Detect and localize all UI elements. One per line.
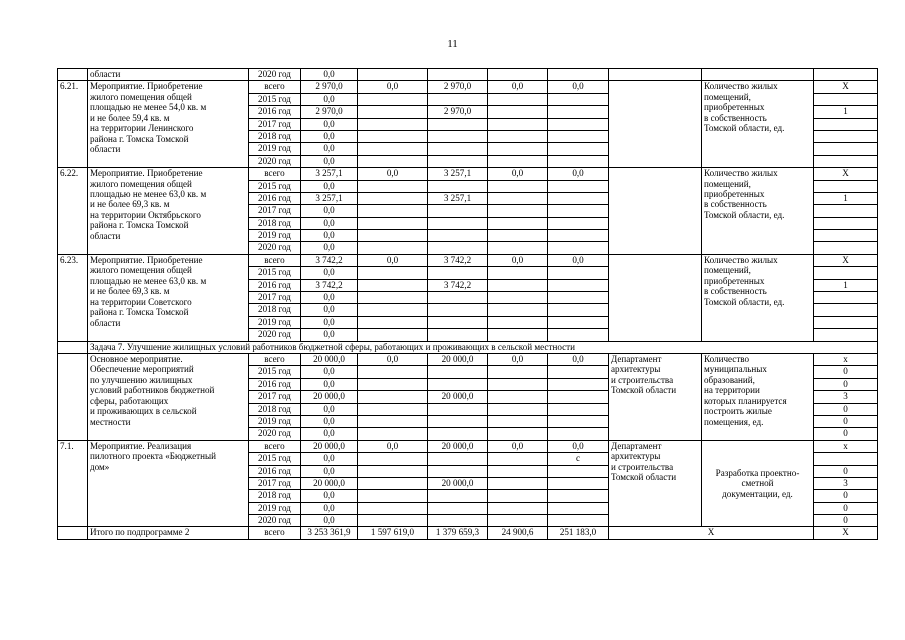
reg-cell xyxy=(428,502,488,514)
fed-cell xyxy=(358,316,428,328)
fed-cell xyxy=(358,267,428,279)
reg-cell xyxy=(428,378,488,390)
executor-cell xyxy=(609,81,702,168)
reg-cell xyxy=(428,428,488,440)
loc-cell xyxy=(488,155,548,167)
ext-cell: с xyxy=(548,453,609,465)
ext-cell xyxy=(548,267,609,279)
reg-cell: 1 379 659,3 xyxy=(428,527,488,539)
year-cell: 2019 год xyxy=(249,143,301,155)
loc-cell xyxy=(488,180,548,192)
num-cell xyxy=(58,353,88,440)
total-cell: 0,0 xyxy=(301,69,358,81)
fed-cell: 0,0 xyxy=(358,81,428,93)
year-cell: 2018 год xyxy=(249,403,301,415)
indicator-value-cell xyxy=(814,130,878,142)
reg-cell xyxy=(428,329,488,341)
fed-cell xyxy=(358,329,428,341)
executor-cell xyxy=(609,254,702,341)
reg-cell xyxy=(428,453,488,465)
fed-cell xyxy=(358,192,428,204)
reg-cell: 3 742,2 xyxy=(428,279,488,291)
loc-cell xyxy=(488,391,548,403)
reg-cell xyxy=(428,155,488,167)
reg-cell: 20 000,0 xyxy=(428,477,488,489)
reg-cell xyxy=(428,366,488,378)
table-row xyxy=(58,168,878,180)
indicator-value-cell: х xyxy=(814,353,878,365)
num-cell: 6.22. xyxy=(58,168,88,255)
indicator-value-cell: 1 xyxy=(814,279,878,291)
fed-cell xyxy=(358,93,428,105)
reg-cell: 20 000,0 xyxy=(428,353,488,365)
total-cell: 3 742,2 xyxy=(301,254,358,266)
indicator-value-cell: 1 xyxy=(814,106,878,118)
fed-cell xyxy=(358,130,428,142)
loc-cell xyxy=(488,378,548,390)
loc-cell xyxy=(488,279,548,291)
indicator-value-cell xyxy=(814,292,878,304)
indicator-value-cell xyxy=(814,205,878,217)
ext-cell xyxy=(548,93,609,105)
indicator-cell: Количество жилых помещений, приобретенных в собственность Томской области, ед. xyxy=(702,254,814,341)
year-cell: 2017 год xyxy=(249,292,301,304)
fed-cell xyxy=(358,279,428,291)
ext-cell xyxy=(548,143,609,155)
ext-cell: 0,0 xyxy=(548,168,609,180)
total-cell: 0,0 xyxy=(301,366,358,378)
total-cell: 0,0 xyxy=(301,428,358,440)
fed-cell xyxy=(358,378,428,390)
indicator-value-cell xyxy=(814,453,878,465)
indicator-value-cell xyxy=(814,242,878,254)
ext-cell xyxy=(548,106,609,118)
empty-cell xyxy=(358,69,428,81)
total-cell: 20 000,0 xyxy=(301,477,358,489)
reg-cell xyxy=(428,465,488,477)
ext-cell xyxy=(548,403,609,415)
fed-cell xyxy=(358,205,428,217)
reg-cell xyxy=(428,267,488,279)
fed-cell xyxy=(358,366,428,378)
total-cell: 3 742,2 xyxy=(301,279,358,291)
title-cell: Мероприятие. Приобретение жилого помещения общей площадью не менее 63,0 кв. м и не более 69,3 кв. м на территории Октябрьского района г. Томска Томской области xyxy=(88,168,249,255)
year-cell: 2019 год xyxy=(249,316,301,328)
title-cell: Мероприятие. Приобретение жилого помещения общей площадью не менее 63,0 кв. м и не более 69,3 кв. м на территории Советского района г. Томска Томской области xyxy=(88,254,249,341)
fed-cell xyxy=(358,403,428,415)
table-row xyxy=(58,254,878,266)
indicator-x: Х xyxy=(814,527,878,539)
ext-cell xyxy=(548,279,609,291)
ext-cell xyxy=(548,155,609,167)
indicator-value-cell: 0 xyxy=(814,403,878,415)
fed-cell xyxy=(358,465,428,477)
num-cell: 6.23. xyxy=(58,254,88,341)
year-cell: 2015 год xyxy=(249,180,301,192)
loc-cell xyxy=(488,329,548,341)
total-cell: 2 970,0 xyxy=(301,106,358,118)
ext-cell xyxy=(548,515,609,527)
fed-cell xyxy=(358,428,428,440)
table-row xyxy=(58,440,878,452)
fed-cell: 0,0 xyxy=(358,254,428,266)
indicator-value-cell: 0 xyxy=(814,490,878,502)
year-cell: 2016 год xyxy=(249,279,301,291)
reg-cell xyxy=(428,304,488,316)
indicator-value-cell: 0 xyxy=(814,502,878,514)
executor-cell: Департамент архитектуры и строительства Томской области xyxy=(609,440,702,527)
total-cell: 0,0 xyxy=(301,180,358,192)
executor-cell: Департамент архитектуры и строительства Томской области xyxy=(609,353,702,440)
ext-cell: 0,0 xyxy=(548,81,609,93)
year-cell: 2017 год xyxy=(249,391,301,403)
loc-cell xyxy=(488,267,548,279)
loc-cell xyxy=(488,403,548,415)
total-cell: 0,0 xyxy=(301,230,358,242)
indicator-value-cell: Х xyxy=(814,254,878,266)
ext-cell xyxy=(548,329,609,341)
reg-cell xyxy=(428,230,488,242)
indicator-value-cell: 0 xyxy=(814,366,878,378)
table-row xyxy=(58,353,878,365)
title-cell: Основное мероприятие. Обеспечение мероприятий по улучшению жилищных условий работников бюджетной сферы, работающих и проживающих в сельской местности xyxy=(88,353,249,440)
empty-cell xyxy=(428,69,488,81)
year-cell: 2016 год xyxy=(249,192,301,204)
indicator-value-cell xyxy=(814,304,878,316)
total-cell: 3 257,1 xyxy=(301,192,358,204)
ext-cell xyxy=(548,502,609,514)
ext-cell xyxy=(548,490,609,502)
year-cell: 2015 год xyxy=(249,93,301,105)
reg-cell xyxy=(428,205,488,217)
reg-cell: 3 257,1 xyxy=(428,192,488,204)
indicator-cell xyxy=(702,69,814,81)
ext-cell xyxy=(548,118,609,130)
indicator-cell: Количество муниципальных образований, на территории которых планируется построить жилые помещения, ед. xyxy=(702,353,814,440)
loc-cell xyxy=(488,292,548,304)
indicator-value-cell xyxy=(814,155,878,167)
loc-cell xyxy=(488,316,548,328)
indicator-cell: Количество жилых помещений, приобретенных в собственность Томской области, ед. xyxy=(702,168,814,255)
reg-cell xyxy=(428,403,488,415)
indicator-value-cell: 1 xyxy=(814,192,878,204)
year-cell: всего xyxy=(249,440,301,452)
reg-cell xyxy=(428,217,488,229)
year-cell: 2020 год xyxy=(249,69,301,81)
ext-cell xyxy=(548,378,609,390)
year-cell: всего xyxy=(249,353,301,365)
year-cell: 2016 год xyxy=(249,106,301,118)
fed-cell xyxy=(358,242,428,254)
total-cell: 0,0 xyxy=(301,143,358,155)
empty-cell xyxy=(548,69,609,81)
indicator-value-cell: 0 xyxy=(814,415,878,427)
total-cell: 20 000,0 xyxy=(301,440,358,452)
ext-cell xyxy=(548,230,609,242)
indicator-value-cell: 0 xyxy=(814,428,878,440)
year-cell: 2020 год xyxy=(249,242,301,254)
fed-cell xyxy=(358,106,428,118)
indicator-value-cell xyxy=(814,69,878,81)
loc-cell xyxy=(488,490,548,502)
fed-cell xyxy=(358,490,428,502)
year-cell: всего xyxy=(249,168,301,180)
ext-cell xyxy=(548,242,609,254)
total-cell: 0,0 xyxy=(301,316,358,328)
reg-cell xyxy=(428,118,488,130)
total-cell: 0,0 xyxy=(301,292,358,304)
indicator-value-cell xyxy=(814,180,878,192)
loc-cell xyxy=(488,106,548,118)
reg-cell xyxy=(428,180,488,192)
fed-cell xyxy=(358,304,428,316)
indicator-value-cell xyxy=(814,118,878,130)
ext-cell xyxy=(548,465,609,477)
loc-cell xyxy=(488,217,548,229)
year-cell: 2020 год xyxy=(249,155,301,167)
ext-cell xyxy=(548,205,609,217)
year-cell: 2016 год xyxy=(249,465,301,477)
loc-cell xyxy=(488,205,548,217)
ext-cell: 0,0 xyxy=(548,254,609,266)
year-cell: 2016 год xyxy=(249,378,301,390)
year-cell: 2019 год xyxy=(249,502,301,514)
indicator-value-cell xyxy=(814,217,878,229)
loc-cell xyxy=(488,415,548,427)
reg-cell xyxy=(428,143,488,155)
fed-cell xyxy=(358,155,428,167)
total-cell: 0,0 xyxy=(301,515,358,527)
loc-cell: 0,0 xyxy=(488,254,548,266)
year-cell: 2018 год xyxy=(249,304,301,316)
executor-cell xyxy=(609,69,702,81)
ext-cell xyxy=(548,217,609,229)
loc-cell xyxy=(488,465,548,477)
year-cell: 2017 год xyxy=(249,118,301,130)
indicator-value-cell xyxy=(814,230,878,242)
total-cell: 20 000,0 xyxy=(301,353,358,365)
ext-cell: 251 183,0 xyxy=(548,527,609,539)
ext-cell xyxy=(548,366,609,378)
total-cell: 3 253 361,9 xyxy=(301,527,358,539)
total-cell: 0,0 xyxy=(301,217,358,229)
reg-cell xyxy=(428,130,488,142)
total-cell: 0,0 xyxy=(301,93,358,105)
reg-cell: 20 000,0 xyxy=(428,391,488,403)
indicator-value-cell: х xyxy=(814,440,878,452)
total-cell: 0,0 xyxy=(301,130,358,142)
page-number: 11 xyxy=(447,38,458,50)
year-cell: 2018 год xyxy=(249,217,301,229)
ext-cell xyxy=(548,391,609,403)
table-row xyxy=(58,527,878,539)
indicator-value-cell xyxy=(814,143,878,155)
loc-cell xyxy=(488,130,548,142)
year-cell: всего xyxy=(249,527,301,539)
loc-cell: 24 900,6 xyxy=(488,527,548,539)
subprogram-table xyxy=(57,68,878,540)
loc-cell xyxy=(488,502,548,514)
total-cell: 0,0 xyxy=(301,242,358,254)
total-cell: 2 970,0 xyxy=(301,81,358,93)
fed-cell xyxy=(358,415,428,427)
indicator-cell: Разработка проектно- сметной документации, ед. xyxy=(702,440,814,527)
table-body xyxy=(58,69,878,540)
ext-cell: 0,0 xyxy=(548,353,609,365)
table-row xyxy=(58,81,878,93)
num-cell xyxy=(58,341,88,353)
total-cell: 0,0 xyxy=(301,205,358,217)
total-cell: 0,0 xyxy=(301,155,358,167)
loc-cell xyxy=(488,366,548,378)
year-cell: 2015 год xyxy=(249,267,301,279)
fed-cell xyxy=(358,180,428,192)
total-cell: 3 257,1 xyxy=(301,168,358,180)
executor-x: Х xyxy=(609,527,814,539)
year-cell: 2020 год xyxy=(249,428,301,440)
year-cell: 2015 год xyxy=(249,366,301,378)
indicator-value-cell: Х xyxy=(814,168,878,180)
title-cell: Мероприятие. Реализация пилотного проекта «Бюджетный дом» xyxy=(88,440,249,527)
reg-cell xyxy=(428,93,488,105)
indicator-value-cell: 0 xyxy=(814,515,878,527)
year-cell: 2020 год xyxy=(249,515,301,527)
loc-cell: 0,0 xyxy=(488,81,548,93)
fed-cell: 0,0 xyxy=(358,168,428,180)
loc-cell: 0,0 xyxy=(488,353,548,365)
loc-cell xyxy=(488,143,548,155)
title-cell: Мероприятие. Приобретение жилого помещения общей площадью не менее 54,0 кв. м и не более 59,4 кв. м на территории Ленинского района г. Томска Томской области xyxy=(88,81,249,168)
loc-cell xyxy=(488,477,548,489)
loc-cell xyxy=(488,453,548,465)
task-heading: Задача 7. Улучшение жилищных условий работников бюджетной сферы, работающих и проживающих в сельской местности xyxy=(88,341,878,353)
fed-cell xyxy=(358,292,428,304)
ext-cell xyxy=(548,180,609,192)
loc-cell xyxy=(488,304,548,316)
loc-cell: 0,0 xyxy=(488,440,548,452)
empty-cell xyxy=(488,69,548,81)
indicator-value-cell: 0 xyxy=(814,465,878,477)
fed-cell xyxy=(358,515,428,527)
fed-cell xyxy=(358,118,428,130)
year-cell: 2018 год xyxy=(249,130,301,142)
total-cell: 0,0 xyxy=(301,403,358,415)
total-cell: 0,0 xyxy=(301,453,358,465)
fed-cell xyxy=(358,391,428,403)
total-cell: 0,0 xyxy=(301,267,358,279)
reg-cell xyxy=(428,515,488,527)
table-row xyxy=(58,69,878,81)
fed-cell: 0,0 xyxy=(358,440,428,452)
total-cell: 0,0 xyxy=(301,490,358,502)
year-cell: 2017 год xyxy=(249,477,301,489)
loc-cell xyxy=(488,515,548,527)
reg-cell xyxy=(428,490,488,502)
ext-cell xyxy=(548,304,609,316)
total-cell: 20 000,0 xyxy=(301,391,358,403)
reg-cell xyxy=(428,292,488,304)
indicator-value-cell: 3 xyxy=(814,477,878,489)
total-cell: 0,0 xyxy=(301,378,358,390)
ext-cell xyxy=(548,130,609,142)
indicator-value-cell xyxy=(814,329,878,341)
year-cell: 2020 год xyxy=(249,329,301,341)
ext-cell xyxy=(548,192,609,204)
year-cell: 2018 год xyxy=(249,490,301,502)
reg-cell: 2 970,0 xyxy=(428,81,488,93)
loc-cell xyxy=(488,428,548,440)
fed-cell xyxy=(358,230,428,242)
ext-cell xyxy=(548,292,609,304)
year-cell: 2019 год xyxy=(249,415,301,427)
indicator-value-cell: Х xyxy=(814,81,878,93)
indicator-value-cell: 0 xyxy=(814,378,878,390)
num-cell: 7.1. xyxy=(58,440,88,527)
fed-cell xyxy=(358,477,428,489)
loc-cell xyxy=(488,118,548,130)
year-cell: 2017 год xyxy=(249,205,301,217)
loc-cell xyxy=(488,93,548,105)
ext-cell: 0,0 xyxy=(548,440,609,452)
total-cell: 0,0 xyxy=(301,415,358,427)
total-cell: 0,0 xyxy=(301,465,358,477)
reg-cell xyxy=(428,316,488,328)
reg-cell: 20 000,0 xyxy=(428,440,488,452)
table-row xyxy=(58,341,878,353)
fed-cell xyxy=(358,217,428,229)
title-cell: области xyxy=(88,69,249,81)
indicator-value-cell xyxy=(814,316,878,328)
reg-cell xyxy=(428,242,488,254)
num-cell xyxy=(58,527,88,539)
reg-cell: 2 970,0 xyxy=(428,106,488,118)
executor-cell xyxy=(609,168,702,255)
indicator-value-cell xyxy=(814,93,878,105)
total-label: Итого по подпрограмме 2 xyxy=(88,527,249,539)
year-cell: 2015 год xyxy=(249,453,301,465)
loc-cell xyxy=(488,192,548,204)
num-cell: 6.21. xyxy=(58,81,88,168)
total-cell: 0,0 xyxy=(301,329,358,341)
ext-cell xyxy=(548,316,609,328)
reg-cell: 3 257,1 xyxy=(428,168,488,180)
indicator-cell: Количество жилых помещений, приобретенных в собственность Томской области, ед. xyxy=(702,81,814,168)
reg-cell: 3 742,2 xyxy=(428,254,488,266)
ext-cell xyxy=(548,477,609,489)
fed-cell xyxy=(358,502,428,514)
fed-cell xyxy=(358,143,428,155)
year-cell: 2019 год xyxy=(249,230,301,242)
total-cell: 0,0 xyxy=(301,118,358,130)
ext-cell xyxy=(548,415,609,427)
fed-cell: 1 597 619,0 xyxy=(358,527,428,539)
fed-cell xyxy=(358,453,428,465)
ext-cell xyxy=(548,428,609,440)
total-cell: 0,0 xyxy=(301,304,358,316)
year-cell: всего xyxy=(249,254,301,266)
total-cell: 0,0 xyxy=(301,502,358,514)
loc-cell: 0,0 xyxy=(488,168,548,180)
indicator-value-cell xyxy=(814,267,878,279)
year-cell: всего xyxy=(249,81,301,93)
reg-cell xyxy=(428,415,488,427)
loc-cell xyxy=(488,230,548,242)
indicator-value-cell: 3 xyxy=(814,391,878,403)
num-cell xyxy=(58,69,88,81)
loc-cell xyxy=(488,242,548,254)
fed-cell: 0,0 xyxy=(358,353,428,365)
